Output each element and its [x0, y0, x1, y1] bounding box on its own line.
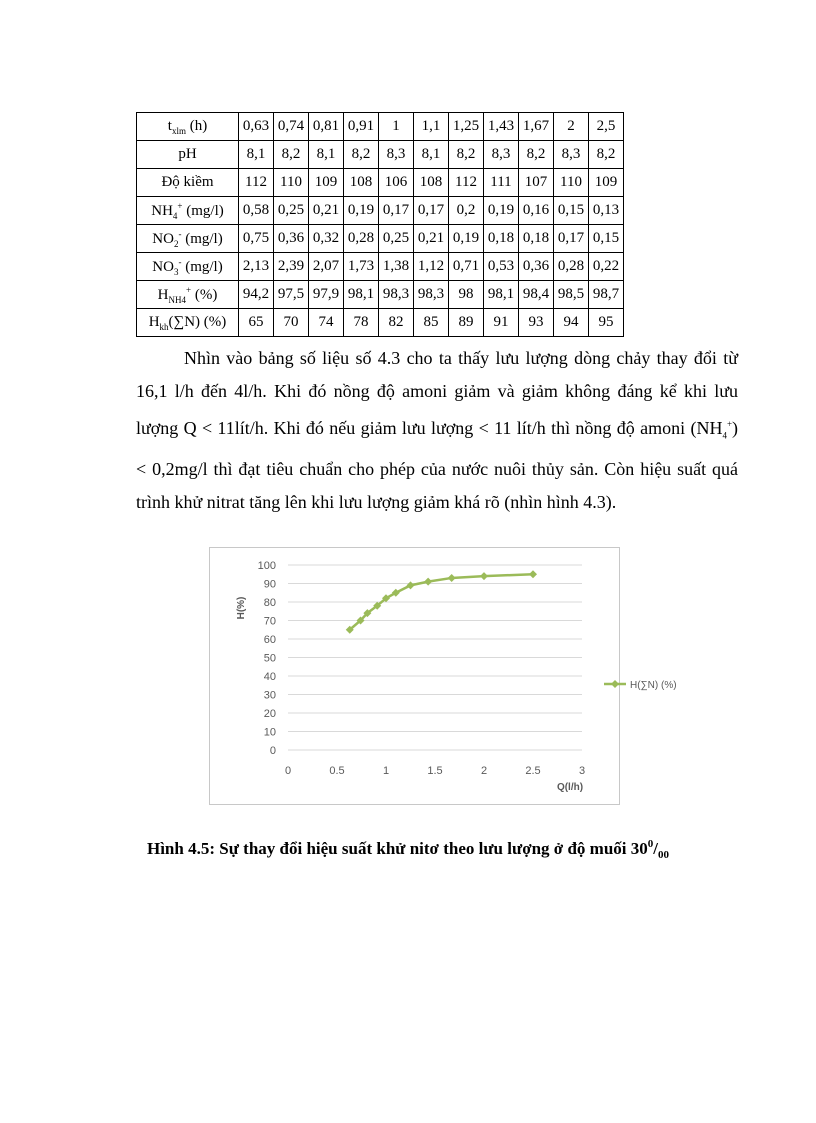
table-cell: 1,25	[449, 113, 484, 141]
x-tick-label: 1.5	[427, 765, 443, 777]
row-header-part: -	[178, 228, 182, 239]
y-tick-label: 100	[257, 560, 276, 572]
table-cell: 2,07	[309, 253, 344, 281]
row-header-part: H	[157, 286, 169, 303]
table-cell: 0,22	[589, 253, 624, 281]
table-cell: 98,5	[554, 281, 589, 309]
row-header-part: H	[148, 313, 160, 330]
table-cell: 0,21	[309, 197, 344, 225]
row-header-part: (h)	[185, 117, 208, 134]
y-tick-label: 70	[263, 615, 276, 628]
table-cell: 97,5	[274, 281, 309, 309]
table-cell: 1	[379, 113, 414, 141]
table-cell: 8,2	[449, 141, 484, 169]
paragraph-sub: 4	[722, 430, 727, 441]
paragraph-line: lưu lượng Q < 11lít/h. Khi đó nếu giảm lưu lượng < 11 lít/h thì nồng độ	[136, 381, 739, 438]
table-cell: 74	[309, 309, 344, 337]
paragraph-line: amoni (NH	[640, 418, 723, 438]
x-tick-label: 0	[284, 765, 292, 777]
table-cell: 107	[519, 169, 554, 197]
y-tick-label: 80	[263, 597, 276, 609]
table-cell: 98,7	[589, 281, 624, 309]
row-header	[137, 281, 239, 309]
table-cell: 8,2	[344, 141, 379, 169]
table-cell: 0,36	[519, 253, 554, 281]
table-cell: 8,2	[274, 141, 309, 169]
table-cell: 0,28	[344, 225, 379, 253]
table-cell: 110	[274, 169, 309, 197]
table-cell: 93	[519, 309, 554, 337]
table-cell: 8,1	[414, 141, 449, 169]
table-cell: 2	[554, 113, 589, 141]
table-cell: 1,38	[379, 253, 414, 281]
data-point	[448, 574, 456, 582]
table-cell: 0,17	[414, 197, 449, 225]
table-cell: 8,3	[484, 141, 519, 169]
table-cell: 82	[379, 309, 414, 337]
row-header-part: NH	[151, 202, 173, 219]
table-cell: 0,36	[274, 225, 309, 253]
table-cell: 8,2	[589, 141, 624, 169]
table-row	[137, 309, 624, 337]
table-cell: 1,67	[519, 113, 554, 141]
table-row	[137, 113, 624, 141]
table-row	[137, 253, 624, 281]
row-header-part: 3	[173, 266, 179, 277]
table-cell: 0,28	[554, 253, 589, 281]
figure-caption	[0, 838, 816, 861]
table-cell: 97,9	[309, 281, 344, 309]
table-cell: 0,91	[344, 113, 379, 141]
table-cell: 106	[379, 169, 414, 197]
table-cell: 1,73	[344, 253, 379, 281]
table-cell: 112	[449, 169, 484, 197]
table-cell: 0,15	[589, 225, 624, 253]
x-tick-label: 3	[578, 765, 586, 777]
row-header-part: kh	[159, 321, 169, 332]
table-cell: 0,17	[379, 197, 414, 225]
data-table	[136, 112, 624, 337]
row-header-part: (%)	[191, 286, 218, 303]
table-cell: 0,25	[379, 225, 414, 253]
table-cell: 8,1	[239, 141, 274, 169]
table-cell: 0,15	[554, 197, 589, 225]
table-row	[137, 169, 624, 197]
table-cell: 108	[344, 169, 379, 197]
row-header	[137, 113, 239, 141]
table-cell: 0,53	[484, 253, 519, 281]
y-tick-label: 90	[263, 578, 276, 591]
table-cell: 89	[449, 309, 484, 337]
table-cell: 0,18	[519, 225, 554, 253]
row-header-part: (mg/l)	[181, 230, 223, 247]
table-cell: 2,13	[239, 253, 274, 281]
table-cell: 98,3	[379, 281, 414, 309]
table-cell: 85	[414, 309, 449, 337]
table-cell: 1,43	[484, 113, 519, 141]
line-chart	[210, 548, 677, 804]
table-row	[137, 281, 624, 309]
table-cell: 98,1	[484, 281, 519, 309]
table-row	[137, 197, 624, 225]
table-cell: 109	[589, 169, 624, 197]
paragraph-line: Nhìn vào bảng số liệu số 4.3 cho ta thấy lưu lượng dòng chảy thay đổi	[184, 348, 717, 368]
table-row	[137, 141, 624, 169]
y-tick-label: 10	[263, 726, 276, 739]
table-cell: 0,74	[274, 113, 309, 141]
y-tick-label: 0	[269, 745, 276, 757]
x-tick-label: 1	[382, 765, 390, 777]
table-cell: 0,19	[344, 197, 379, 225]
row-header-part: NO	[152, 230, 174, 247]
table-cell: 112	[239, 169, 274, 197]
paragraph-line: Còn hiệu suất quá trình khử nitrat tăng lên khi lưu lượng giảm khá rõ (nhìn	[136, 458, 738, 512]
table-cell: 0,63	[239, 113, 274, 141]
table-cell: 8,3	[379, 141, 414, 169]
x-tick-label: 2	[480, 765, 488, 777]
y-axis-title: H(%)	[236, 596, 247, 620]
table-cell: 0,2	[449, 197, 484, 225]
table-cell: 0,16	[519, 197, 554, 225]
caption-slash: /	[653, 839, 658, 858]
row-header-part: (mg/l)	[181, 258, 223, 275]
row-header-part: NO	[152, 258, 174, 275]
table-cell: 0,13	[589, 197, 624, 225]
row-header-part: (mg/l)	[182, 202, 224, 219]
caption-sub: 00	[658, 849, 669, 861]
row-header-part: NH4	[168, 294, 186, 305]
table-cell: 98,4	[519, 281, 554, 309]
row-header-part: 2	[173, 238, 179, 249]
table-cell: 98,3	[414, 281, 449, 309]
paragraph-sup: +	[726, 419, 733, 429]
chart-frame	[209, 547, 677, 805]
table-cell: 110	[554, 169, 589, 197]
table-cell: 0,81	[309, 113, 344, 141]
table-cell: 91	[484, 309, 519, 337]
table-cell: 2,5	[589, 113, 624, 141]
table-cell: 8,2	[519, 141, 554, 169]
table-cell: 65	[239, 309, 274, 337]
row-header-part: Độ kiềm	[161, 174, 214, 190]
table-cell: 2,39	[274, 253, 309, 281]
table-cell: 1,1	[414, 113, 449, 141]
table-cell: 0,19	[449, 225, 484, 253]
row-header-part: pH	[178, 146, 197, 162]
data-point	[529, 570, 537, 578]
x-tick-label: 0.5	[329, 765, 345, 777]
table-cell: 0,19	[484, 197, 519, 225]
row-header	[137, 141, 239, 169]
table-cell: 0,32	[309, 225, 344, 253]
table-cell: 0,25	[274, 197, 309, 225]
row-header	[137, 225, 239, 253]
table-row	[137, 225, 624, 253]
caption-text: Hình 4.5: Sự thay đổi hiệu suất khử nitơ theo lưu lượng ở độ muối 30	[146, 839, 648, 858]
table-cell: 0,71	[449, 253, 484, 281]
row-header-part: +	[186, 284, 192, 295]
legend-label: H(∑N) (%)	[630, 680, 677, 691]
table-cell: 108	[414, 169, 449, 197]
body-paragraph	[136, 342, 738, 519]
row-header	[137, 253, 239, 281]
table-cell: 1,12	[414, 253, 449, 281]
table-cell: 94,2	[239, 281, 274, 309]
row-header	[137, 169, 239, 197]
row-header-part: t	[167, 117, 172, 134]
table-cell: 98,1	[344, 281, 379, 309]
table-cell: 0,18	[484, 225, 519, 253]
table-cell: 0,58	[239, 197, 274, 225]
table-cell: 98	[449, 281, 484, 309]
row-header	[137, 309, 239, 337]
data-point	[424, 578, 432, 586]
row-header-part: xlm	[171, 125, 186, 136]
y-tick-label: 30	[263, 689, 276, 702]
table-cell: 111	[484, 169, 519, 197]
row-header-part: +	[177, 200, 183, 211]
x-tick-label: 2.5	[525, 765, 541, 777]
x-axis-title: Q(l/h)	[556, 782, 584, 793]
caption-sup: 0	[647, 838, 654, 850]
row-header-part: 4	[172, 210, 178, 221]
table-cell: 95	[589, 309, 624, 337]
table-cell: 0,17	[554, 225, 589, 253]
paragraph-line: hình 4.3).	[546, 491, 617, 512]
table-cell: 8,3	[554, 141, 589, 169]
paragraph-line: ) < 0,2mg/l thì đạt tiêu chuẩn cho phép của nước nuôi thủy sản.	[136, 418, 739, 479]
table-cell: 109	[309, 169, 344, 197]
paragraph-line: từ 16,1 l/h đến 4l/h. Khi đó nồng độ amoni giảm và giảm không đáng kể khi	[136, 348, 739, 401]
y-tick-label: 50	[263, 652, 276, 665]
table-cell: 94	[554, 309, 589, 337]
row-header-part: -	[178, 256, 182, 267]
legend-marker	[611, 680, 619, 688]
row-header	[137, 197, 239, 225]
y-tick-label: 60	[263, 634, 276, 646]
table-cell: 78	[344, 309, 379, 337]
y-tick-label: 40	[263, 671, 276, 683]
table-cell: 0,75	[239, 225, 274, 253]
row-header-part: (∑N) (%)	[168, 313, 227, 330]
y-tick-label: 20	[263, 708, 276, 720]
data-point	[480, 572, 488, 580]
table-cell: 8,1	[309, 141, 344, 169]
table-cell: 0,21	[414, 225, 449, 253]
table-cell: 70	[274, 309, 309, 337]
